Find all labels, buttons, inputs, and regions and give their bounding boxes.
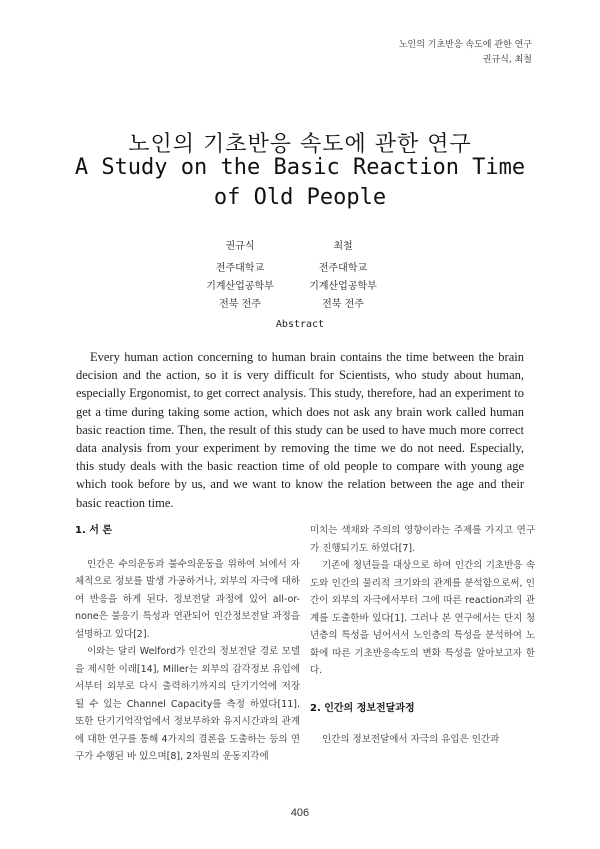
section-1-paragraph-2: 이와는 달리 Welford가 인간의 정보전달 경로 모델을 제시한 이래[14], Miller는 외부의 감각정보 유입에서부터 외부로 다시 출력하기까지의 단기기억에 저장될 수 있는 Channel Capacity를 측정 하였다[11]. 또한 단기기억작업에서 정보부하와 유지시간과의 관계에 대한 연구를 통해 4가지의 결론을 도출하는 등의 연구가 수행된 바 있으며[8], 2차원의 운동지각에 xyxy=(75,646,300,762)
section-1-paragraph-1: 인간은 수의운동과 불수의운동을 위하여 뇌에서 자체적으로 정보를 발생 가공하거나, 외부의 자극에 대하여 반응을 하게 된다. 정보전달 과정에 있어 all-or-none은 불응기 특성과 연관되어 인간정보전달 과정을 설명하고 있다[2]. xyxy=(75,558,300,640)
author-block-2 xyxy=(268,238,418,314)
right-column xyxy=(310,522,535,749)
section-2-paragraph-1: 인간의 정보전달에서 자극의 유입은 인간과 xyxy=(322,734,500,745)
author-name: 권규식 xyxy=(225,241,255,252)
title-english: A Study on the Basic Reaction Time of Old People xyxy=(74,155,526,210)
section-1-paragraph-2-continued: 미치는 색채와 주의의 영향이라는 주제를 가지고 연구가 진행되기도 하였다[7]. xyxy=(310,525,535,554)
section-1-heading: 1. 서 론 xyxy=(75,525,113,536)
author-name: 최철 xyxy=(333,241,353,252)
running-header-title: 노인의 기초반응 속도에 관한 연구 xyxy=(398,40,532,50)
left-column xyxy=(75,522,300,766)
title-korean: 노인의 기초반응 속도에 관한 연구 xyxy=(128,132,472,157)
section-1-paragraph-3: 기존에 청년들을 대상으로 하여 인간의 기초반응 속도와 인간의 물리적 크기와의 관계를 분석함으로써, 인간이 외부의 자극에서부터 그에 따른 reaction과의 관계를 도출한바 있다[1]. 그러나 본 연구에서는 단지 청년층의 특성을 넘어서서 노인층의 특성을 분석하여 노화에 따른 기초반응속도의 변화 특성을 알아보고자 한다. xyxy=(310,560,535,676)
author-university: 전주대학교 xyxy=(318,263,368,274)
running-header xyxy=(399,38,532,68)
abstract-heading: Abstract xyxy=(275,319,325,330)
running-header-authors: 권규식, 최철 xyxy=(482,55,532,65)
author-location: 전북 전주 xyxy=(322,299,364,310)
page-number: 406 xyxy=(290,807,310,819)
author-university: 전주대학교 xyxy=(215,263,265,274)
author-location: 전북 전주 xyxy=(219,299,261,310)
section-2-heading: 2. 인간의 정보전달과정 xyxy=(310,702,415,714)
abstract-text: Every human action concerning to human brain contains the time between the brain decision and the action, so it is very difficult for Scientists, who study about human, especially Ergonomist, to get correct analysis. This study, therefore, had an experiment to get a time during taking some action, which does not ask any brain work called human basic reaction time. Then, the result of this study can be used to have much more correct data analysis from your experiment by removing the time we do not need. Especially, this study deals with the basic reaction time of old people to compare with young age which took before by us, and we want to know the relation between the age and their basic reaction time. xyxy=(76,350,524,510)
author-department: 기계산업공학부 xyxy=(206,281,274,292)
author-department: 기계산업공학부 xyxy=(309,281,377,292)
